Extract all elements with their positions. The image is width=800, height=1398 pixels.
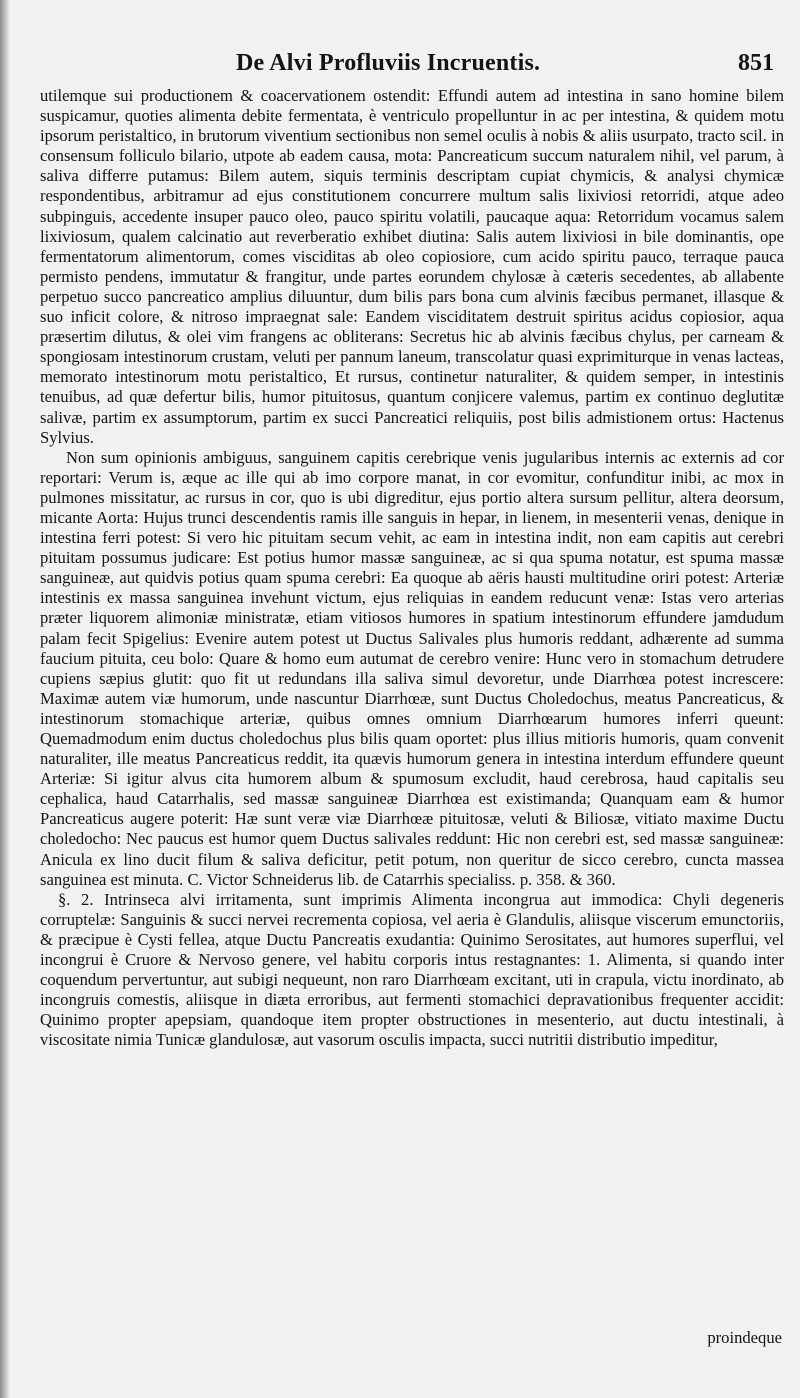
paragraph-section-2: §. 2. Intrinseca alvi irritamenta, sunt imprimis Alimenta incongrua aut immodica: Chyli degeneris corruptelæ: Sanguinis & succi nervei recrementa copiosa, vel aeria è Glandulis, aliisque viscerum emunctoriis, & præcipue è Cysti fellea, atque Ductu Pancreatis exudantia: Quinimo Serositates, aut humores superflui, vel incongrui è Cruore & Nervoso genere, vel habitu corporis intus restagnantes: 1. Alimenta, si quando inter coquendum pervertuntur, aut subigi nequeunt, non raro Diarrhœam excitant, uti in crapula, victu inordinato, ab incongruis comestis, aliisque in diæta erroribus, aut fermenti stomachici depravationibus frequenter accidit: Quinimo propter apepsiam, quandoque item propter obstructiones in mesenterio, aut ductu intestinali, à viscositate nimia Tunicæ glandulosæ, aut vasorum osculis impacta, succi nutritii distributio impeditur, — [40, 889, 784, 1050]
paragraph-sylvius-quote: utilemque sui productionem & coacervationem ostendit: Effundi autem ad intestina in sano homine bilem suspicamur, quoties alimenta debite fermentata, è ventriculo propelluntur in ac per intestina, & quidem motu ipsorum peristaltico, in brutorum viventium sectionibus non semel oculis à nobis & aliis usurpato, tracto scil. in consensum folliculo bilario, utpote ab eadem causa, mota: Pancreaticum succum naturalem nihil, vel parum, à saliva differre putamus: Bilem autem, siquis terminis descriptam cupiat chymicis, & analysi chymicæ respondentibus, arbitramur ad ejus constitutionem concurrere multum salis lixiviosi retorridi, atque adeo subpinguis, accedente insuper pauco oleo, pauco spiritu volatili, paucaque aqua: Retorridum vocamus salem lixiviosum, qualem calcinatio aut reverberatio exhibet diutina: Salis autem lixiviosi in bile dominantis, ope fermentatorum alimentorum, comes visciditas ab oleo copiosiore, cum acido spiritu pauco, terraque pauca permisto pendens, immutatur & frangitur, unde partes eorundem chylosæ à cæteris secedentes, ab allabente perpetuo succo pancreatico amplius diluuntur, dum bilis pars bona cum alvinis fæcibus permanet, illasque & suo inficit colore, & nitroso impraegnat sale: Eandem visciditatem destruit spiritus acidus copiosior, aqua præsertim dilutus, & olei vim frangens ac obliterans: Secretus hic ab alvinis fæcibus chylus, per carneam & spongiosam intestinorum crustam, veluti per pannum laneum, transcolatur quasi exprimiturque in venas lacteas, memorato intestinorum motu peristaltico, Et rursus, continetur naturaliter, & quidem semper, in intestinis tenuibus, ad quæ defertur bilis, humor pituitosus, quantum conjicere valemus, partim ex continuo deglutitæ salivæ, partim ex assumptorum, partim ex succi Pancreatici reliquiis, post bilis admistionem ortus: Hactenus Sylvius. — [40, 86, 784, 447]
paragraph-schneider-quote: Non sum opinionis ambiguus, sanguinem capitis cerebrique venis jugularibus internis ac externis ad cor reportari: Verum is, æque ac ille qui ab imo corpore manat, in cor evomitur, confunditur inibi, ac mox in pulmones missitatur, ac rursus in cor, quo is ubi digreditur, ejus portio altera sursum pellitur, altera deorsum, micante Aorta: Hujus trunci descendentis ramis ille sanguis in hepar, in lienem, in mesenterii venas, denique in intestina ferri potest: Si vero hic pituitam secum vehit, ac eam in intestina indit, non eam capitis aut cerebri pituitam possumus judicare: Est potius humor massæ sanguineæ, ac si qua spuma notatur, est spuma massæ sanguineæ, aut quidvis potius quam spuma cerebri: Ea quoque ab aëris hausti multitudine oriri potest: Arteriæ intestinis ex massa sanguinea invehunt victum, ejus reliquias in eandem reducunt venæ: Istas vero arterias præter liquorem alimoniæ ministratæ, etiam vitiosos humores in spatium intestinorum effundere jamdudum palam fecit Spigelius: Evenire autem potest ut Ductus Salivales plus humoris reddant, adhærente ad summa faucium pituita, ceu bolo: Quare & homo eum autumat de cerebro venire: Hunc vero in stomachum detrudere cupiens sæpius glutit: quo fit ut redundans illa saliva simul devoretur, unde Diarrhœa potest increscere: Maximæ autem viæ humorum, unde nascuntur Diarrhœæ, sunt Ductus Choledochus, meatus Pancreaticus, & intestinorum stomachique arteriæ, quibus omnes omnium Diarrhœarum humores inferri queunt: Quemadmodum enim ductus choledochus plus bilis quam oportet: plus illius mitioris humoris, quam convenit naturaliter, ille meatus Pancreaticus reddit, ita quævis humorum genera in intestina interdum effundere queunt Arteriæ: Si igitur alvus cita humorem album & spumosum excludit, haud cerebrosa, haud capitalis seu cephalica, haud Catarrhalis, sed massæ sanguineæ Diarrhœa est existimanda; Quanquam eam & humor Pancreaticus augere poterit: Hæ sunt veræ viæ Diarrhœæ pituitosæ, veluti & Biliosæ, vitiato maxime Ductu choledocho: Nec paucus est humor quem Ductus salivales reddunt: Hic non cerebri est, sed massæ sanguineæ: Anicula ex lino ducit filum & saliva deficitur, petit potum, non queritur de sicco cerebro, cuncta massea sanguinea est minuta. C. Victor Schneiderus lib. de Catarrhis specialiss. p. 358. & 360. — [40, 447, 784, 889]
catchword: proindeque — [707, 1328, 782, 1347]
page-number: 851 — [738, 50, 774, 76]
page-header — [40, 50, 780, 84]
running-title: De Alvi Profluviis Incruentis. — [236, 50, 541, 76]
main-text — [40, 86, 784, 1051]
page-binding-shadow — [0, 0, 10, 1398]
